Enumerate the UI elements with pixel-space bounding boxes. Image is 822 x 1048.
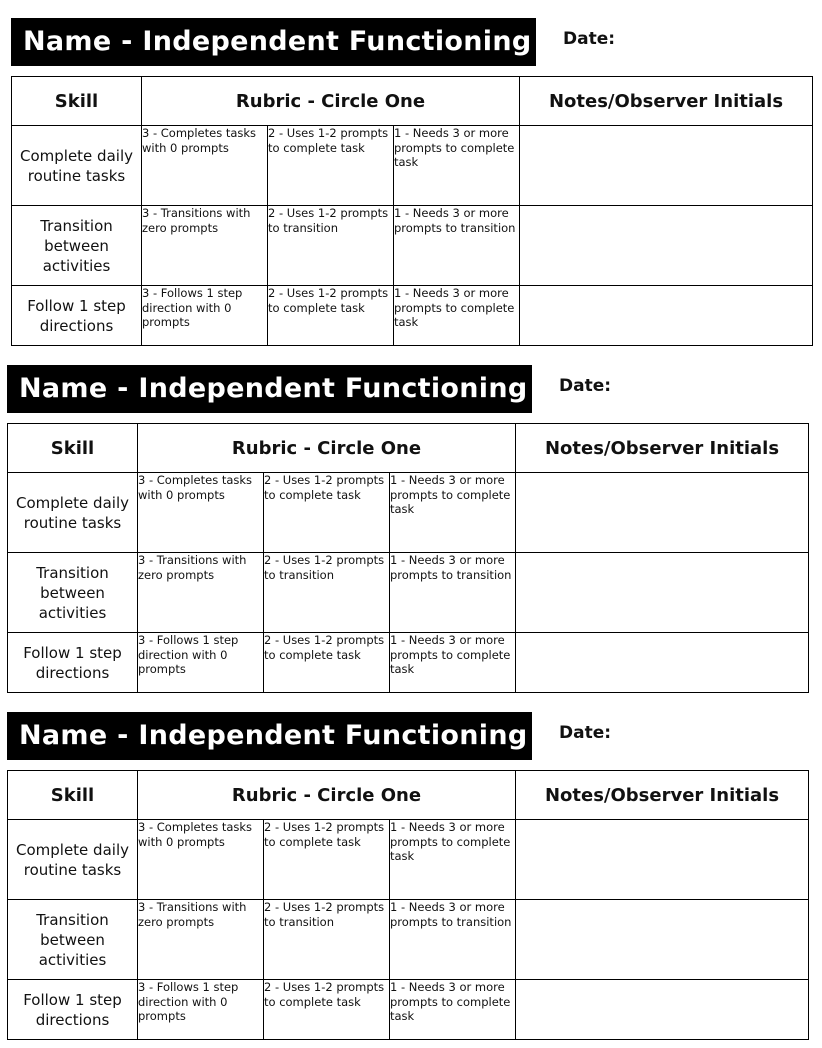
date-label: Date: <box>563 29 616 49</box>
rubric-option-1[interactable]: 1 - Needs 3 or more prompts to complete task <box>390 473 516 553</box>
rubric-option-2[interactable]: 2 - Uses 1-2 prompts to complete task <box>264 820 390 900</box>
skill-cell: Transition between activities <box>8 553 138 633</box>
rubric-option-3[interactable]: 3 - Completes tasks with 0 prompts <box>138 820 264 900</box>
table-row <box>8 473 809 553</box>
sheet-title: Name - Independent Functioning <box>7 365 532 413</box>
rubric-option-3[interactable]: 3 - Completes tasks with 0 prompts <box>142 126 268 206</box>
header-row <box>8 424 809 473</box>
rubric-table <box>7 770 809 1040</box>
notes-cell[interactable] <box>516 553 809 633</box>
rubric-header: Rubric - Circle One <box>142 77 520 126</box>
rubric-option-3[interactable]: 3 - Transitions with zero prompts <box>142 206 268 286</box>
table-row <box>8 820 809 900</box>
rubric-option-2[interactable]: 2 - Uses 1-2 prompts to complete task <box>264 980 390 1040</box>
sheet-title: Name - Independent Functioning <box>7 712 532 760</box>
table-row <box>8 900 809 980</box>
rubric-option-1[interactable]: 1 - Needs 3 or more prompts to complete task <box>390 633 516 693</box>
rubric-table <box>7 423 809 693</box>
skill-header: Skill <box>8 424 138 473</box>
sheet-title: Name - Independent Functioning <box>11 18 536 66</box>
rubric-header: Rubric - Circle One <box>138 771 516 820</box>
rubric-sheet <box>0 712 822 1042</box>
rubric-option-1[interactable]: 1 - Needs 3 or more prompts to complete task <box>390 980 516 1040</box>
skill-cell: Transition between activities <box>12 206 142 286</box>
notes-cell[interactable] <box>516 820 809 900</box>
rubric-option-2[interactable]: 2 - Uses 1-2 prompts to transition <box>268 206 394 286</box>
rubric-option-1[interactable]: 1 - Needs 3 or more prompts to complete task <box>394 126 520 206</box>
table-row <box>12 286 813 346</box>
notes-cell[interactable] <box>516 633 809 693</box>
skill-cell: Complete daily routine tasks <box>8 473 138 553</box>
notes-cell[interactable] <box>516 900 809 980</box>
table-row <box>8 633 809 693</box>
notes-cell[interactable] <box>520 206 813 286</box>
notes-cell[interactable] <box>516 473 809 553</box>
table-row <box>12 206 813 286</box>
rubric-option-2[interactable]: 2 - Uses 1-2 prompts to complete task <box>264 473 390 553</box>
rubric-option-1[interactable]: 1 - Needs 3 or more prompts to complete task <box>390 820 516 900</box>
table-row <box>8 980 809 1040</box>
rubric-option-2[interactable]: 2 - Uses 1-2 prompts to transition <box>264 900 390 980</box>
rubric-option-1[interactable]: 1 - Needs 3 or more prompts to transition <box>394 206 520 286</box>
table-row <box>8 553 809 633</box>
date-label: Date: <box>559 723 612 743</box>
skill-cell: Complete daily routine tasks <box>8 820 138 900</box>
rubric-sheet <box>0 18 822 348</box>
rubric-option-3[interactable]: 3 - Follows 1 step direction with 0 prompts <box>142 286 268 346</box>
rubric-option-1[interactable]: 1 - Needs 3 or more prompts to transition <box>390 900 516 980</box>
notes-header: Notes/Observer Initials <box>520 77 813 126</box>
rubric-table <box>11 76 813 346</box>
rubric-option-3[interactable]: 3 - Follows 1 step direction with 0 prompts <box>138 980 264 1040</box>
notes-cell[interactable] <box>516 980 809 1040</box>
header-row <box>12 77 813 126</box>
skill-header: Skill <box>8 771 138 820</box>
rubric-option-3[interactable]: 3 - Transitions with zero prompts <box>138 553 264 633</box>
rubric-option-3[interactable]: 3 - Follows 1 step direction with 0 prompts <box>138 633 264 693</box>
table-row <box>12 126 813 206</box>
skill-cell: Follow 1 step directions <box>12 286 142 346</box>
skill-cell: Complete daily routine tasks <box>12 126 142 206</box>
date-label: Date: <box>559 376 612 396</box>
rubric-option-2[interactable]: 2 - Uses 1-2 prompts to transition <box>264 553 390 633</box>
skill-cell: Transition between activities <box>8 900 138 980</box>
rubric-header: Rubric - Circle One <box>138 424 516 473</box>
notes-header: Notes/Observer Initials <box>516 771 809 820</box>
skill-cell: Follow 1 step directions <box>8 633 138 693</box>
skill-header: Skill <box>12 77 142 126</box>
header-row <box>8 771 809 820</box>
rubric-option-1[interactable]: 1 - Needs 3 or more prompts to transition <box>390 553 516 633</box>
notes-cell[interactable] <box>520 286 813 346</box>
rubric-option-3[interactable]: 3 - Completes tasks with 0 prompts <box>138 473 264 553</box>
notes-cell[interactable] <box>520 126 813 206</box>
rubric-option-3[interactable]: 3 - Transitions with zero prompts <box>138 900 264 980</box>
rubric-option-2[interactable]: 2 - Uses 1-2 prompts to complete task <box>268 286 394 346</box>
skill-cell: Follow 1 step directions <box>8 980 138 1040</box>
notes-header: Notes/Observer Initials <box>516 424 809 473</box>
rubric-option-1[interactable]: 1 - Needs 3 or more prompts to complete task <box>394 286 520 346</box>
rubric-option-2[interactable]: 2 - Uses 1-2 prompts to complete task <box>264 633 390 693</box>
rubric-sheet <box>0 365 822 695</box>
rubric-option-2[interactable]: 2 - Uses 1-2 prompts to complete task <box>268 126 394 206</box>
